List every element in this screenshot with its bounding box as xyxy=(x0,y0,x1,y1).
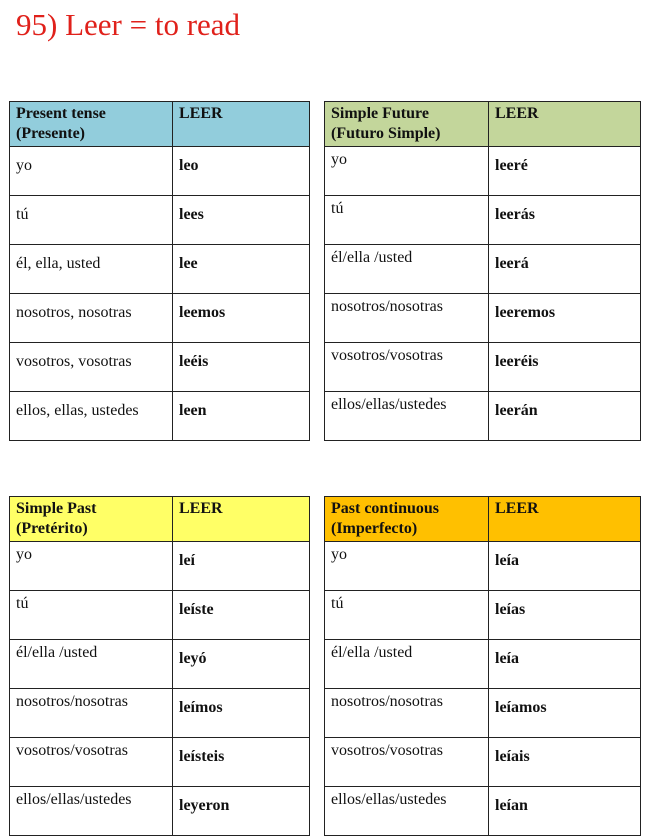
pronoun-cell: nosotros/nosotras xyxy=(10,689,173,738)
table-row xyxy=(10,294,310,343)
table-row xyxy=(325,147,641,196)
present-tense-table xyxy=(9,101,310,441)
pronoun-cell: nosotros/nosotras xyxy=(325,689,489,738)
verb-form-cell: leíste xyxy=(173,591,310,640)
table-row xyxy=(10,245,310,294)
table-row xyxy=(325,591,641,640)
table-row xyxy=(325,787,641,836)
pronoun-cell: tú xyxy=(10,591,173,640)
tense-name-spanish: (Presente) xyxy=(16,125,85,142)
table-row xyxy=(325,196,641,245)
verb-form-cell: leí xyxy=(173,542,310,591)
pronoun-cell: vosotros/vosotras xyxy=(325,343,489,392)
verb-form-cell: lees xyxy=(173,196,310,245)
verb-form-cell: leía xyxy=(489,640,641,689)
pronoun-cell: tú xyxy=(325,591,489,640)
tense-name-spanish: (Pretérito) xyxy=(16,520,88,537)
tense-header-cell xyxy=(10,497,173,542)
pronoun-cell: ellos/ellas/ustedes xyxy=(325,392,489,441)
verb-form-cell: leerá xyxy=(489,245,641,294)
table-row xyxy=(10,738,310,787)
table-row xyxy=(325,245,641,294)
verb-form-cell: leemos xyxy=(173,294,310,343)
verb-header-cell: LEER xyxy=(173,497,310,542)
tense-header-cell xyxy=(325,497,489,542)
table-row xyxy=(325,738,641,787)
pronoun-cell: vosotros/vosotras xyxy=(10,738,173,787)
verb-form-cell: leeremos xyxy=(489,294,641,343)
pronoun-cell: yo xyxy=(10,147,173,196)
table-row xyxy=(10,147,310,196)
table-row xyxy=(325,640,641,689)
pronoun-cell: él, ella, usted xyxy=(10,245,173,294)
pronoun-cell: él/ella /usted xyxy=(325,245,489,294)
table-row xyxy=(10,787,310,836)
table-row xyxy=(10,689,310,738)
pronoun-cell: nosotros, nosotras xyxy=(10,294,173,343)
pronoun-cell: yo xyxy=(325,147,489,196)
pronoun-cell: él/ella /usted xyxy=(10,640,173,689)
verb-form-cell: leo xyxy=(173,147,310,196)
verb-form-cell: leerán xyxy=(489,392,641,441)
table-row xyxy=(325,343,641,392)
verb-form-cell: leímos xyxy=(173,689,310,738)
verb-header-cell: LEER xyxy=(489,497,641,542)
pronoun-cell: tú xyxy=(325,196,489,245)
verb-header-cell: LEER xyxy=(173,102,310,147)
table-row xyxy=(10,343,310,392)
table-row xyxy=(10,591,310,640)
past-continuous-table xyxy=(324,496,641,836)
pronoun-cell: tú xyxy=(10,196,173,245)
table-row xyxy=(10,542,310,591)
table-header-row xyxy=(325,497,641,542)
verb-form-cell: leían xyxy=(489,787,641,836)
verb-form-cell: leías xyxy=(489,591,641,640)
table-header-row xyxy=(10,497,310,542)
pronoun-cell: vosotros/vosotras xyxy=(325,738,489,787)
table-row xyxy=(10,196,310,245)
verb-form-cell: leísteis xyxy=(173,738,310,787)
page-title: 95) Leer = to read xyxy=(16,7,241,42)
verb-form-cell: leeré xyxy=(489,147,641,196)
verb-form-cell: leerás xyxy=(489,196,641,245)
tense-name: Past continuous xyxy=(331,500,440,517)
table-header-row xyxy=(10,102,310,147)
simple-past-table xyxy=(9,496,310,836)
table-row xyxy=(325,689,641,738)
tense-name-spanish: (Imperfecto) xyxy=(331,520,418,537)
verb-form-cell: leeréis xyxy=(489,343,641,392)
table-row xyxy=(325,542,641,591)
pronoun-cell: yo xyxy=(325,542,489,591)
tense-header-cell xyxy=(325,102,489,147)
table-row xyxy=(10,640,310,689)
pronoun-cell: vosotros, vosotras xyxy=(10,343,173,392)
verb-form-cell: leía xyxy=(489,542,641,591)
verb-form-cell: lee xyxy=(173,245,310,294)
tense-name: Present tense xyxy=(16,105,106,122)
pronoun-cell: ellos, ellas, ustedes xyxy=(10,392,173,441)
tense-header-cell xyxy=(10,102,173,147)
pronoun-cell: nosotros/nosotras xyxy=(325,294,489,343)
simple-future-table xyxy=(324,101,641,441)
verb-form-cell: leéis xyxy=(173,343,310,392)
verb-form-cell: leyó xyxy=(173,640,310,689)
tense-name-spanish: (Futuro Simple) xyxy=(331,125,441,142)
verb-form-cell: leen xyxy=(173,392,310,441)
pronoun-cell: ellos/ellas/ustedes xyxy=(10,787,173,836)
tense-name: Simple Future xyxy=(331,105,429,122)
table-row xyxy=(325,392,641,441)
verb-form-cell: leyeron xyxy=(173,787,310,836)
pronoun-cell: ellos/ellas/ustedes xyxy=(325,787,489,836)
verb-form-cell: leíais xyxy=(489,738,641,787)
verb-header-cell: LEER xyxy=(489,102,641,147)
pronoun-cell: él/ella /usted xyxy=(325,640,489,689)
table-header-row xyxy=(325,102,641,147)
table-row xyxy=(325,294,641,343)
verb-form-cell: leíamos xyxy=(489,689,641,738)
table-row xyxy=(10,392,310,441)
pronoun-cell: yo xyxy=(10,542,173,591)
tense-name: Simple Past xyxy=(16,500,97,517)
